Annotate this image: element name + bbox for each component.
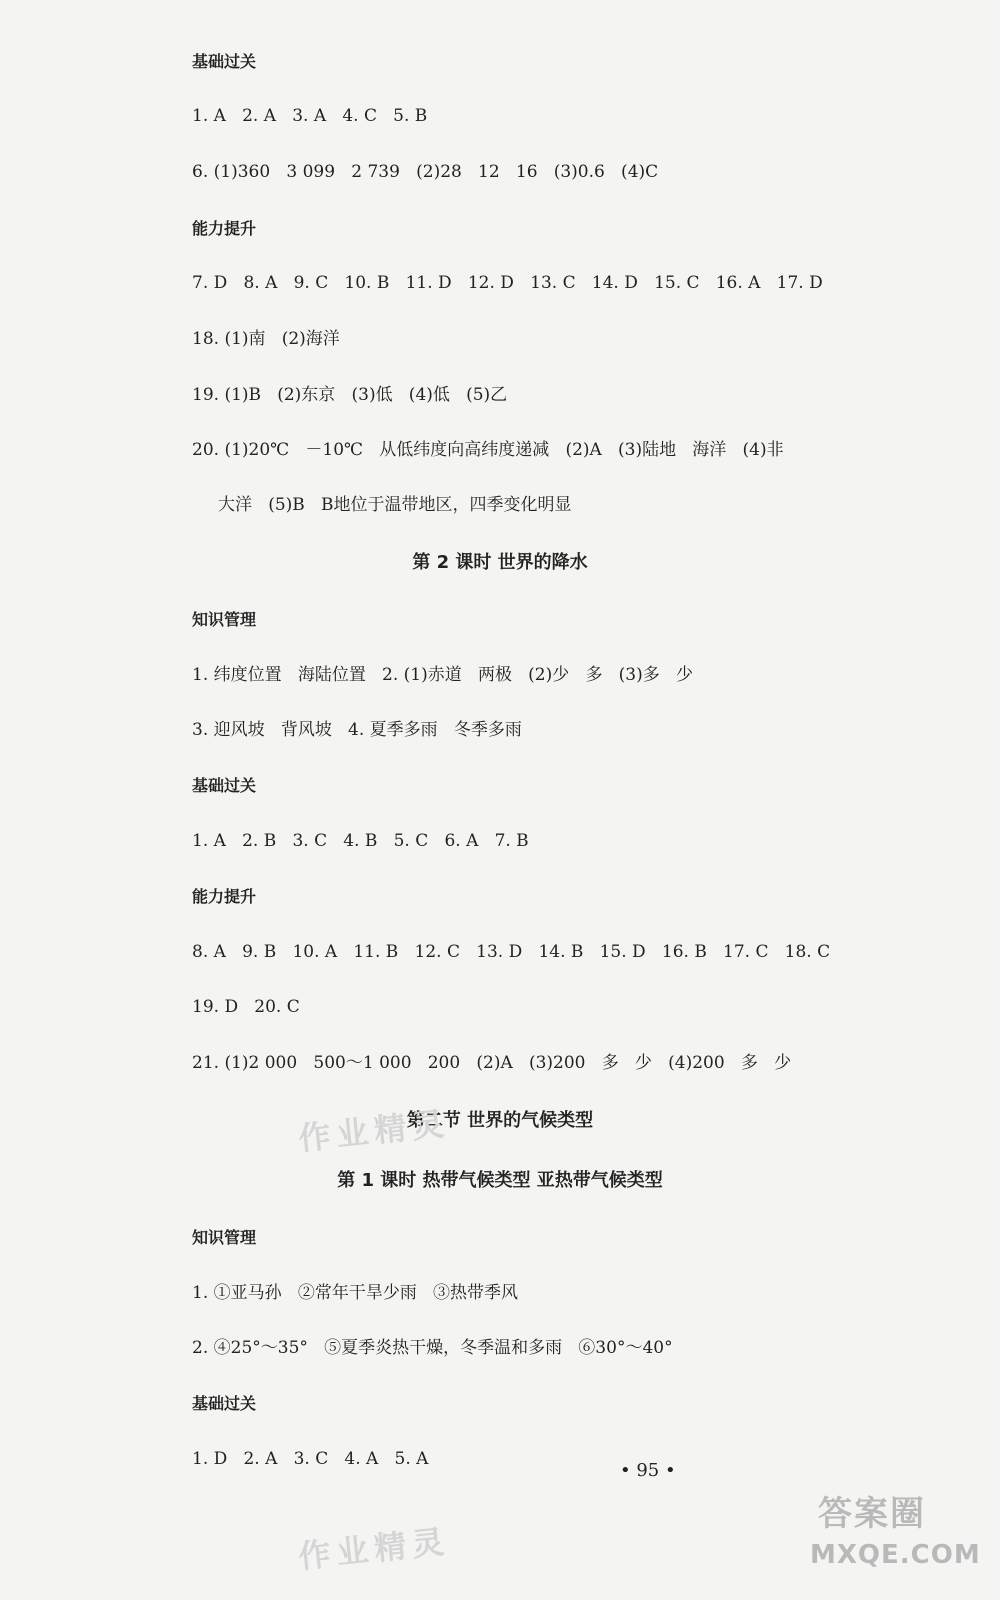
- answer-line: 7. D 8. A 9. C 10. B 11. D 12. D 13. C 14. D 15. C 16. A 17. D: [192, 273, 823, 293]
- answer-line: 3. 迎风坡 背风坡 4. 夏季多雨 冬季多雨: [192, 720, 522, 740]
- section-title: 第二节 世界的气候类型: [406, 1110, 594, 1131]
- section-heading-basic: 基础过关: [192, 52, 257, 71]
- answer-line: 21. (1)2 000 500～1 000 200 (2)A (3)200 多 少 (4)200 多 少: [192, 1053, 792, 1073]
- answer-line: 1. D 2. A 3. C 4. A 5. A: [192, 1449, 429, 1469]
- page-number: • 95 •: [620, 1460, 676, 1481]
- answer-line: 20. (1)20℃ －10℃ 从低纬度向高纬度递减 (2)A (3)陆地 海洋 (4)非: [192, 440, 784, 460]
- watermark: 作业精灵: [296, 1104, 452, 1158]
- answer-line-continued: 大洋 (5)B B地位于温带地区，四季变化明显: [218, 495, 572, 515]
- section-heading-advanced: 能力提升: [192, 887, 257, 906]
- answer-line: 1. 纬度位置 海陆位置 2. (1)赤道 两极 (2)少 多 (3)多 少: [192, 665, 693, 685]
- section-heading-basic: 基础过关: [192, 776, 257, 795]
- answer-line: 8. A 9. B 10. A 11. B 12. C 13. D 14. B 15. D 16. B 17. C 18. C: [192, 942, 831, 962]
- watermark-logo: 答案圈: [818, 1494, 926, 1534]
- answer-line: 18. (1)南 (2)海洋: [192, 329, 340, 349]
- watermark-url: MXQE.COM: [810, 1540, 981, 1570]
- answer-line: 1. A 2. A 3. A 4. C 5. B: [192, 106, 428, 126]
- lesson-title: 第 1 课时 热带气候类型 亚热带气候类型: [337, 1170, 663, 1191]
- answer-line: 19. D 20. C: [192, 997, 300, 1017]
- lesson-title: 第 2 课时 世界的降水: [412, 552, 588, 573]
- answer-line: 6. (1)360 3 099 2 739 (2)28 12 16 (3)0.6 (4)C: [192, 162, 659, 182]
- section-heading-basic: 基础过关: [192, 1394, 257, 1413]
- answer-line: 1. A 2. B 3. C 4. B 5. C 6. A 7. B: [192, 831, 529, 851]
- answer-line: 2. ④25°～35° ⑤夏季炎热干燥，冬季温和多雨 ⑥30°～40°: [192, 1338, 673, 1358]
- answer-line: 1. ①亚马孙 ②常年干旱少雨 ③热带季风: [192, 1283, 519, 1303]
- section-heading-knowledge: 知识管理: [192, 610, 257, 629]
- answer-line: 19. (1)B (2)东京 (3)低 (4)低 (5)乙: [192, 385, 508, 405]
- watermark: 作业精灵: [296, 1522, 452, 1576]
- section-heading-knowledge: 知识管理: [192, 1228, 257, 1247]
- section-heading-advanced: 能力提升: [192, 219, 257, 238]
